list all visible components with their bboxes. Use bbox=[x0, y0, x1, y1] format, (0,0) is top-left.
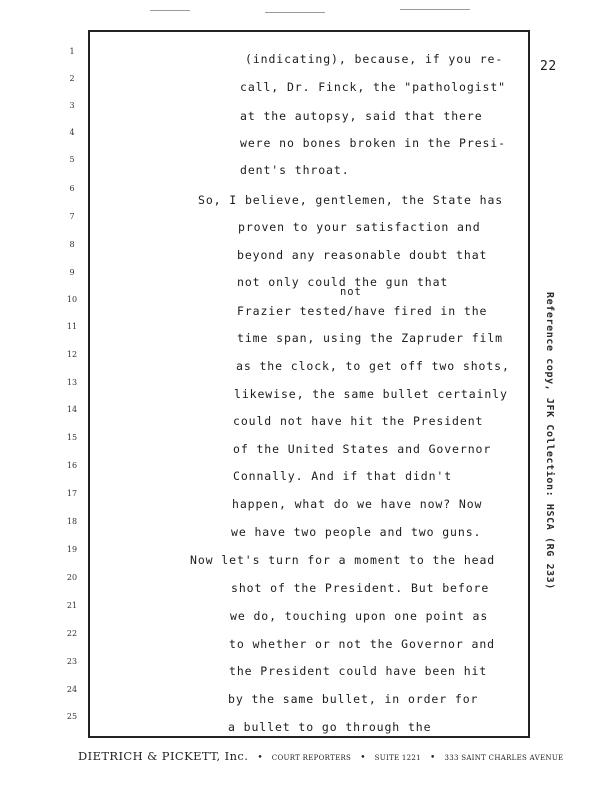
line-number: 2 bbox=[69, 74, 75, 83]
footer-separator: • bbox=[430, 753, 436, 763]
transcript-line: as the clock, to get off two shots, bbox=[236, 359, 510, 373]
scan-artifact bbox=[400, 9, 470, 10]
line-number: 10 bbox=[66, 295, 78, 304]
transcript-line: proven to your satisfaction and bbox=[238, 220, 481, 234]
transcript-line: So, I believe, gentlemen, the State has bbox=[198, 193, 504, 207]
footer-company: DIETRICH & PICKETT, Inc. bbox=[78, 749, 249, 763]
archive-reference-stamp: Reference copy, JFK Collection: HSCA (RG 233) bbox=[544, 292, 555, 590]
transcript-line: call, Dr. Finck, the "pathologist" bbox=[240, 80, 507, 94]
line-number: 4 bbox=[69, 128, 75, 137]
transcript-line: beyond any reasonable doubt that bbox=[237, 248, 488, 262]
transcript-line: Frazier tested/have fired in the bbox=[237, 304, 488, 318]
footer-address: 333 SAINT CHARLES AVENUE bbox=[444, 754, 564, 762]
line-number: 20 bbox=[66, 573, 78, 582]
line-number: 6 bbox=[69, 184, 75, 193]
scan-artifact bbox=[150, 10, 190, 11]
line-number: 9 bbox=[69, 268, 75, 277]
transcript-line: we do, touching upon one point as bbox=[230, 609, 489, 623]
footer-separator: • bbox=[257, 753, 263, 763]
transcript-line: at the autopsy, said that there bbox=[240, 109, 483, 123]
transcript-line: by the same bullet, in order for bbox=[228, 692, 479, 706]
transcript-line: could not have hit the President bbox=[233, 414, 484, 428]
page-number: 22 bbox=[540, 59, 557, 74]
line-number: 16 bbox=[66, 461, 78, 470]
line-number: 5 bbox=[69, 155, 75, 164]
footer-suite: SUITE 1221 bbox=[374, 754, 421, 762]
line-number: 21 bbox=[66, 601, 78, 610]
line-number: 24 bbox=[66, 685, 78, 694]
line-number: 12 bbox=[66, 350, 78, 359]
footer-separator: • bbox=[360, 753, 366, 763]
reporter-footer bbox=[78, 745, 564, 764]
transcript-line: dent's throat. bbox=[240, 163, 350, 177]
line-number: 13 bbox=[66, 378, 78, 387]
left-margin-rule bbox=[88, 30, 90, 736]
line-number: 7 bbox=[69, 212, 75, 221]
line-number: 15 bbox=[66, 433, 78, 442]
line-number: 17 bbox=[66, 489, 78, 498]
transcript-line: the President could have been hit bbox=[229, 664, 488, 678]
line-number: 14 bbox=[66, 405, 78, 414]
transcript-line: shot of the President. But before bbox=[231, 581, 490, 595]
transcript-line: Connally. And if that didn't bbox=[233, 469, 453, 483]
line-number: 23 bbox=[66, 657, 78, 666]
transcript-line: of the United States and Governor bbox=[233, 442, 492, 456]
right-margin-rule bbox=[528, 30, 530, 736]
line-number: 22 bbox=[66, 629, 78, 638]
transcript-line: happen, what do we have now? Now bbox=[232, 497, 483, 511]
transcript-line: were no bones broken in the Presi- bbox=[240, 136, 507, 150]
top-rule bbox=[88, 30, 530, 32]
line-number: 18 bbox=[66, 517, 78, 526]
transcript-line: likewise, the same bullet certainly bbox=[234, 387, 508, 401]
line-number: 11 bbox=[66, 322, 78, 331]
line-number: 19 bbox=[66, 545, 78, 554]
transcript-line: a bullet to go through the bbox=[228, 720, 432, 734]
transcript-line: to whether or not the Governor and bbox=[229, 637, 496, 651]
line-number: 1 bbox=[69, 47, 75, 56]
transcript-line: Now let's turn for a moment to the head bbox=[190, 553, 496, 567]
line-number: 3 bbox=[69, 101, 75, 110]
scan-artifact bbox=[265, 12, 325, 13]
interlinear-insert: not bbox=[340, 286, 362, 298]
transcript-line: time span, using the Zapruder film bbox=[237, 331, 504, 345]
transcript-line: (indicating), because, if you re- bbox=[245, 52, 504, 66]
transcript-line: not only could the gun that bbox=[237, 275, 449, 289]
transcript-line: we have two people and two guns. bbox=[231, 525, 482, 539]
line-number: 8 bbox=[69, 240, 75, 249]
bottom-rule bbox=[88, 736, 530, 738]
footer-reporters: COURT REPORTERS bbox=[271, 754, 352, 762]
line-number: 25 bbox=[66, 712, 78, 721]
